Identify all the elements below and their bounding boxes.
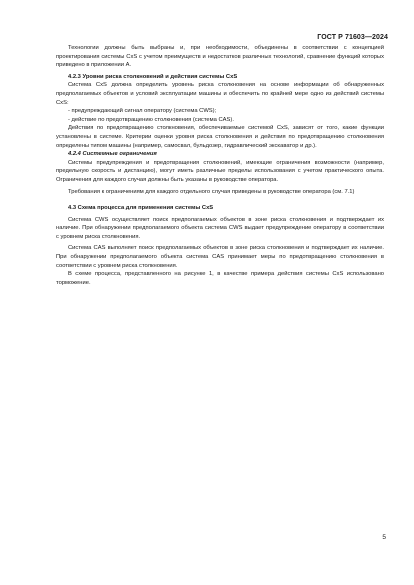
list-item-avoidance: - действие по предотвращению столкновения (система CAS). — [68, 116, 234, 123]
section-heading-4-2-4: 4.2.4 Системные ограничения — [68, 151, 157, 158]
section-heading-4-3: 4.3 Схема процесса для применения системы CxS — [68, 205, 214, 212]
paragraph-risk-level: Система CxS должна определить уровень риска столкновения на основе информации об обнаруженных предполагаемых объектов и условий эксплуатации машины и обеспечить по крайней мере одно из действий системы CxS: — [56, 82, 384, 106]
paragraph-cas: Система CAS выполняет поиск предполагаемых объектов в зоне риска столкновения и подтверждает их наличие. При обнаружении предполагаемого объекта система CAS принимает меры по предотвращению столкновения в соответствии с уровнем риска столкновения. — [56, 245, 384, 269]
section-heading-4-2-3: 4.2.3 Уровни риска столкновений и действия системы CxS — [68, 73, 238, 80]
paragraph-figure-reference: В схеме процесса, представленного на рисунке 1, в качестве примера действия системы CxS использовано торможение. — [56, 271, 384, 286]
paragraph-limitation-requirements: Требования к ограничениям для каждого отдельного случая приведены в руководстве оператора (см. 7.1) — [68, 188, 355, 195]
paragraph-actions: Действия по предотвращению столкновения, обеспечиваемые системой CxS, зависят от того, какие функции установлены в системе. Критерии оценки уровня риска столкновения и действия по предотвращению столкновения определены типом машины (например, самосвал, бульдозер, гидравлический экскаватор и др.). — [56, 125, 384, 149]
paragraph-cws: Система CWS осуществляет поиск предполагаемых объектов в зоне риска столкновения и подтверждает их наличие. При обнаружении предполагаемого объекта система CWS выдает предупреждение оператору в соответствии с уровнем риска столкновения. — [56, 216, 384, 240]
paragraph-limitations: Системы предупреждения и предотвращения столкновений, имеющие ограничения возможности (например, предельную скорость и дистанцию), могут иметь различные пределы использования с учетом практического опыта. Ограничения для каждого случая должны быть указаны в руководстве оператора. — [56, 159, 384, 183]
page-content — [56, 44, 384, 287]
page-number: 5 — [382, 534, 386, 541]
document-id: ГОСТ Р 71603—2024 — [317, 34, 388, 41]
list-item-warning: - предупреждающий сигнал оператору (система CWS); — [68, 108, 217, 115]
paragraph-technologies: Технологии должны быть выбраны и, при необходимости, объединены в соответствии с концепцией проектирования системы CxS с учетом преимуществ и недостатков различных технологий, сравнение функций которых приведено в приложении А. — [56, 45, 384, 69]
